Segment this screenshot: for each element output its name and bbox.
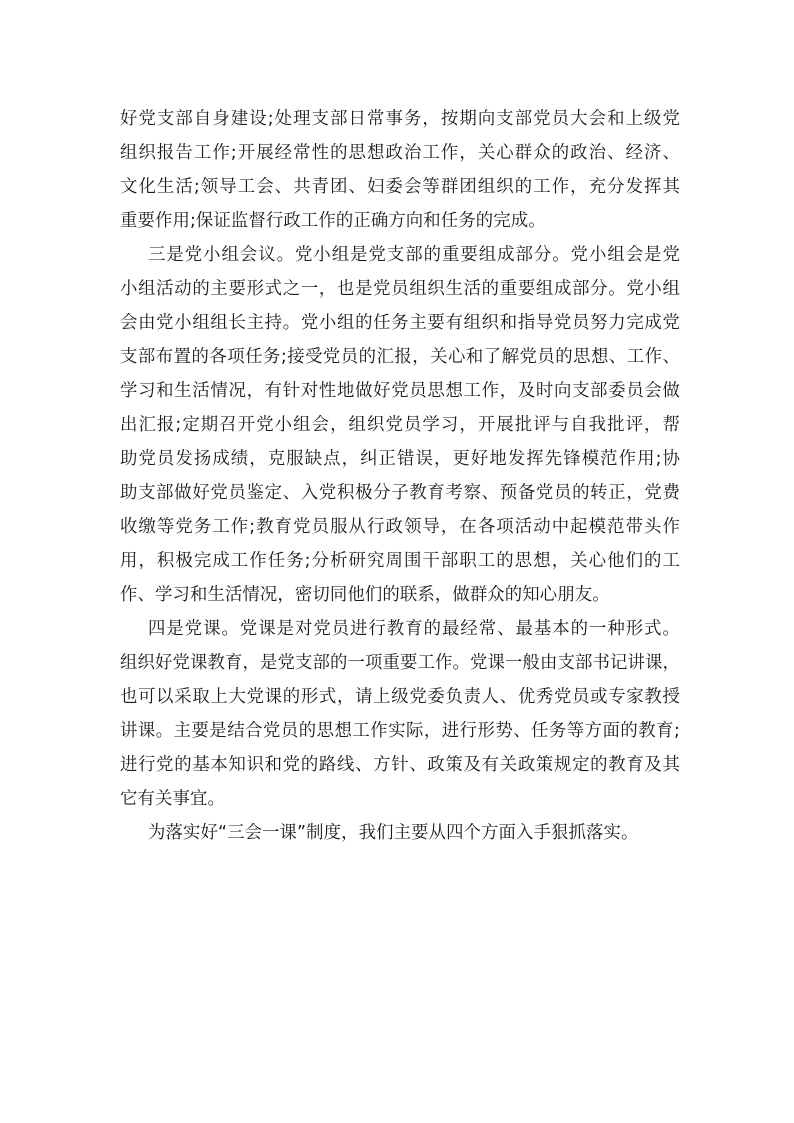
text-line-16: 四是党课。党课是对党员进行教育的最经常、最基本的一种形式。	[148, 619, 680, 639]
text-line-20: 进行党的基本知识和党的路线、方针、政策及有关政策规定的教育及其	[120, 755, 680, 775]
text-line-19: 讲课。主要是结合党员的思想工作实际，进行形势、任务等方面的教育;	[120, 721, 680, 741]
text-line-4: 重要作用;保证监督行政工作的正确方向和任务的完成。	[120, 211, 546, 231]
text-line-17: 组织好党课教育，是党支部的一项重要工作。党课一般由支部书记讲课，	[120, 653, 680, 673]
text-line-21: 它有关事宜。	[120, 789, 225, 809]
text-line-11: 助党员发扬成绩，克服缺点，纠正错误，更好地发挥先锋模范作用;协	[120, 449, 680, 469]
text-line-15: 作、学习和生活情况，密切同他们的联系，做群众的知心朋友。	[120, 585, 610, 605]
body-text	[120, 102, 680, 850]
text-line-6: 小组活动的主要形式之一，也是党员组织生活的重要组成部分。党小组	[120, 279, 680, 299]
text-line-14: 用，积极完成工作任务;分析研究周围干部职工的思想，关心他们的工	[120, 551, 680, 571]
text-line-3: 文化生活;领导工会、共青团、妇委会等群团组织的工作，充分发挥其	[120, 177, 680, 197]
text-line-9: 学习和生活情况，有针对性地做好党员思想工作，及时向支部委员会做	[120, 381, 680, 401]
text-line-7: 会由党小组组长主持。党小组的任务主要有组织和指导党员努力完成党	[120, 313, 680, 333]
text-line-1: 好党支部自身建设;处理支部日常事务，按期向支部党员大会和上级党	[120, 109, 680, 129]
text-line-2: 组织报告工作;开展经常性的思想政治工作，关心群众的政治、经济、	[120, 143, 680, 163]
text-line-18: 也可以采取上大党课的形式，请上级党委负责人、优秀党员或专家教授	[120, 687, 680, 707]
text-line-22: 为落实好“三会一课”制度，我们主要从四个方面入手狠抓落实。	[148, 823, 639, 843]
text-line-5: 三是党小组会议。党小组是党支部的重要组成部分。党小组会是党	[148, 245, 680, 265]
text-line-12: 助支部做好党员鉴定、入党积极分子教育考察、预备党员的转正，党费	[120, 483, 680, 503]
text-line-10: 出汇报;定期召开党小组会，组织党员学习，开展批评与自我批评，帮	[120, 415, 680, 435]
text-line-8: 支部布置的各项任务;接受党员的汇报，关心和了解党员的思想、工作、	[120, 347, 680, 367]
text-line-13: 收缴等党务工作;教育党员服从行政领导，在各项活动中起模范带头作	[120, 517, 680, 537]
